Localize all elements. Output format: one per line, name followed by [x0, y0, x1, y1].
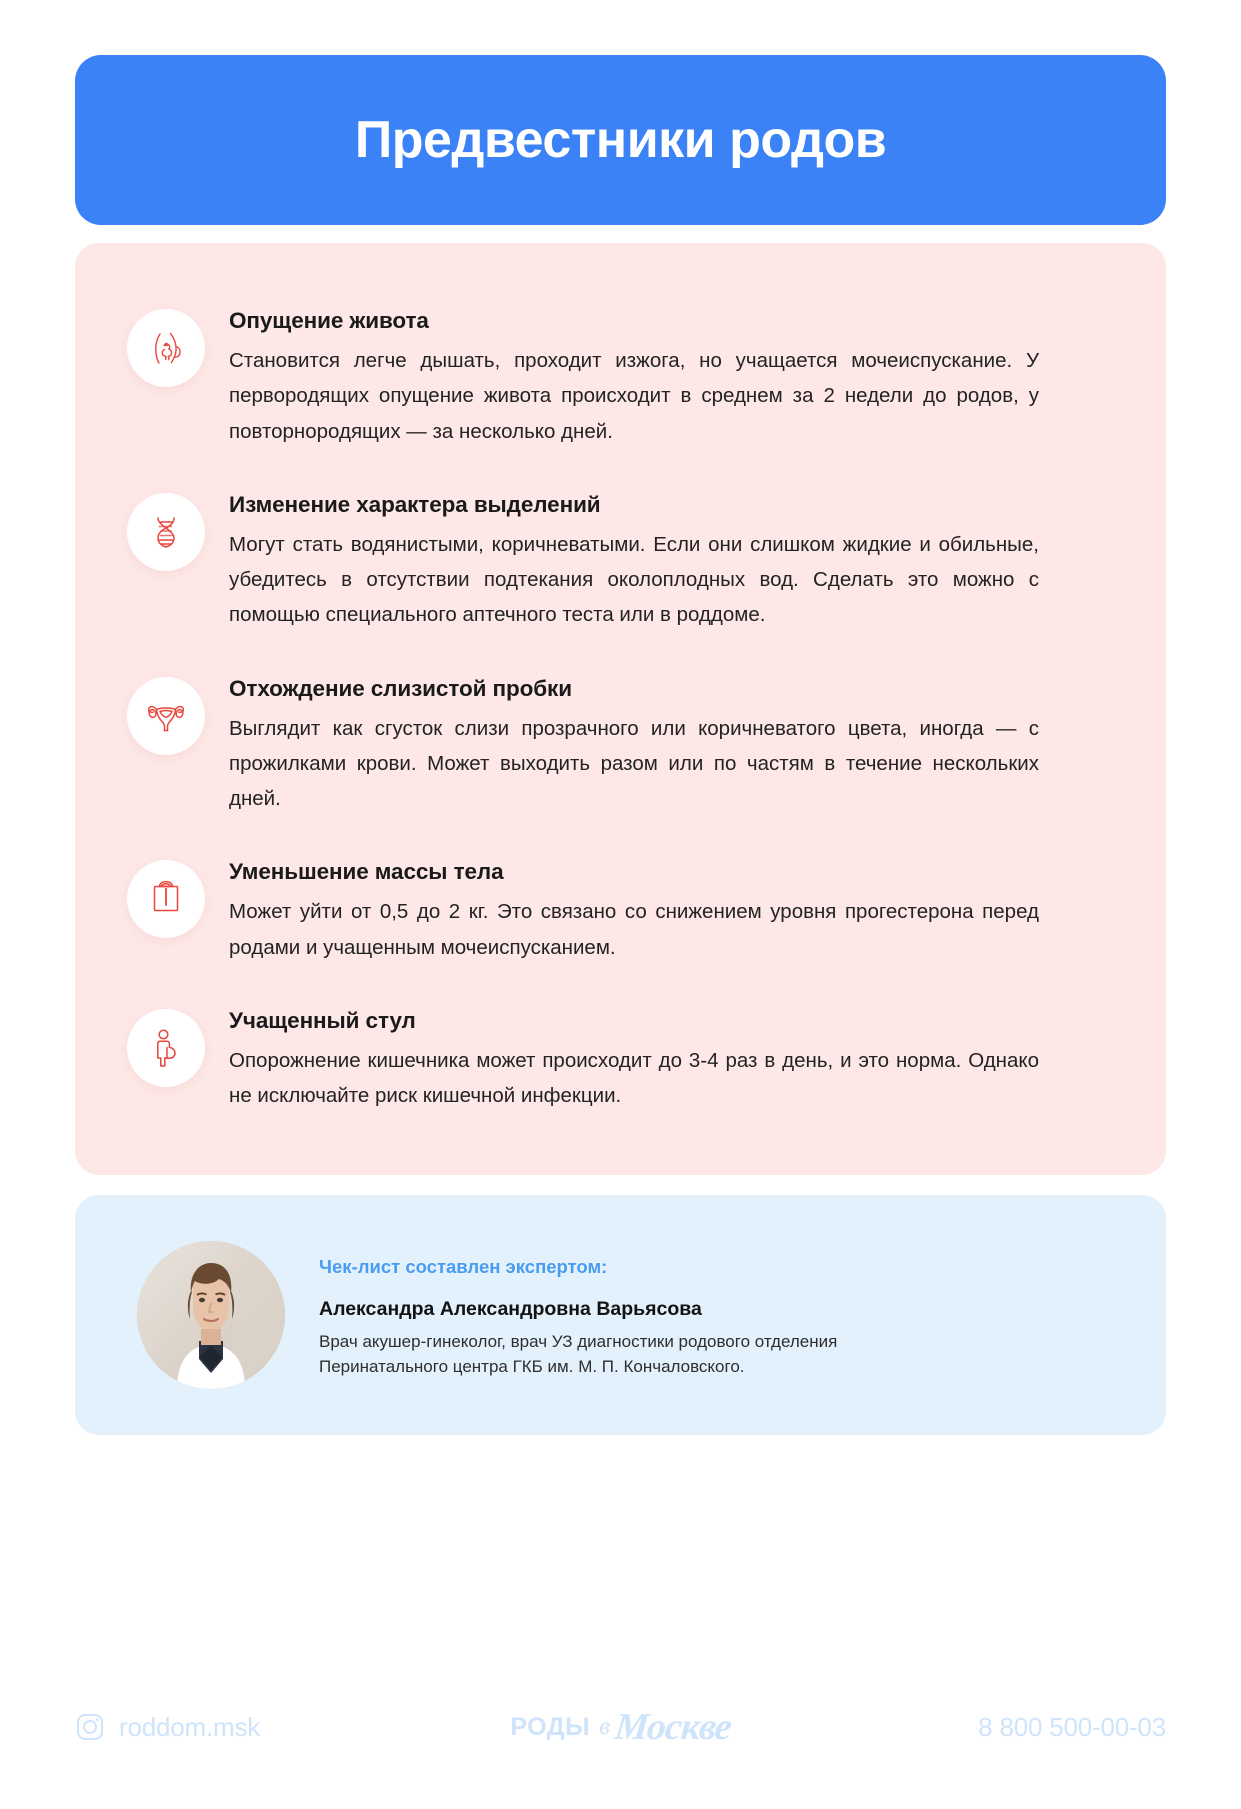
signs-list-card: [75, 243, 1166, 1175]
list-item: [127, 1005, 1108, 1114]
list-item-title: Опущение живота: [229, 308, 429, 333]
expert-card: [75, 1195, 1166, 1435]
list-item-body: [229, 1005, 1108, 1114]
list-item-body: [229, 673, 1108, 817]
list-item-title: Учащенный стул: [229, 1007, 416, 1033]
page-footer: [75, 1697, 1166, 1757]
list-item: [127, 489, 1108, 633]
list-item-body: [229, 305, 1108, 449]
weight-scale-icon: [127, 860, 205, 938]
footer-logo-word-rody: РОДЫ: [510, 1712, 591, 1741]
uterus-icon: [127, 677, 205, 755]
list-item-text: Опорожнение кишечника может происходит до 3-4 раз в день, и это норма. Однако не исключайте риск кишечной инфекции.: [229, 1048, 1039, 1107]
list-item-title: Изменение характера выделений: [229, 491, 601, 517]
list-item: [127, 305, 1108, 449]
footer-logo-word-v: в: [599, 1713, 610, 1740]
checklist-page: [0, 55, 1241, 1809]
expert-details: [319, 1252, 1108, 1379]
list-item-text: Может уйти от 0,5 до 2 кг. Это связано со снижением уровня прогестерона перед родами и учащенным мочеиспусканием.: [229, 900, 1039, 959]
footer-handle[interactable]: roddom.msk: [119, 1711, 261, 1742]
list-item: [127, 673, 1108, 817]
dna-helix-icon: [127, 493, 205, 571]
pregnant-woman-icon: [127, 1009, 205, 1087]
list-item-title: Отхождение слизистой пробки: [229, 675, 572, 701]
list-item: [127, 856, 1108, 965]
list-item-text: Выглядит как сгусток слизи прозрачного или коричневатого цвета, иногда — с прожилками крови. Может выходить разом или по частям в течение нескольких дней.: [229, 716, 1039, 810]
page-header-banner: [75, 55, 1166, 225]
footer-social[interactable]: [75, 1712, 405, 1743]
instagram-icon[interactable]: [75, 1712, 105, 1742]
list-item-title: Уменьшение массы тела: [229, 859, 504, 885]
list-item-body: [229, 856, 1108, 965]
expert-kicker: Чек-лист составлен экспертом:: [319, 1255, 608, 1277]
avatar: [137, 1241, 285, 1389]
list-item-body: [229, 489, 1108, 633]
expert-role: Врач акушер-гинеколог, врач УЗ диагностики родового отделения Перинатального центра ГКБ им. М. П. Кончаловского.: [319, 1331, 838, 1376]
footer-logo-word-moskve: Москве: [612, 1706, 733, 1748]
doctor-portrait-avatar: [137, 1241, 285, 1389]
list-item-text: Становится легче дышать, проходит изжога, но учащается мочеиспускание. У первородящих опущение живота происходит в среднем за 2 недели до родов, у повторнородящих — за несколько дней.: [229, 349, 1039, 443]
list-item-text: Могут стать водянистыми, коричневатыми. Если они слишком жидкие и обильные, убедитесь в отсутствии подтекания околоплодных вод. Сделать это можно с помощью специального аптечного теста или в роддоме.: [229, 532, 1039, 627]
expert-name: Александра Александровна Варьясова: [319, 1297, 702, 1320]
footer-phone[interactable]: 8 800 500-00-03: [978, 1711, 1166, 1742]
page-title: Предвестники родов: [354, 111, 887, 169]
pregnant-belly-icon: [127, 309, 205, 387]
footer-logo: [405, 1705, 836, 1749]
